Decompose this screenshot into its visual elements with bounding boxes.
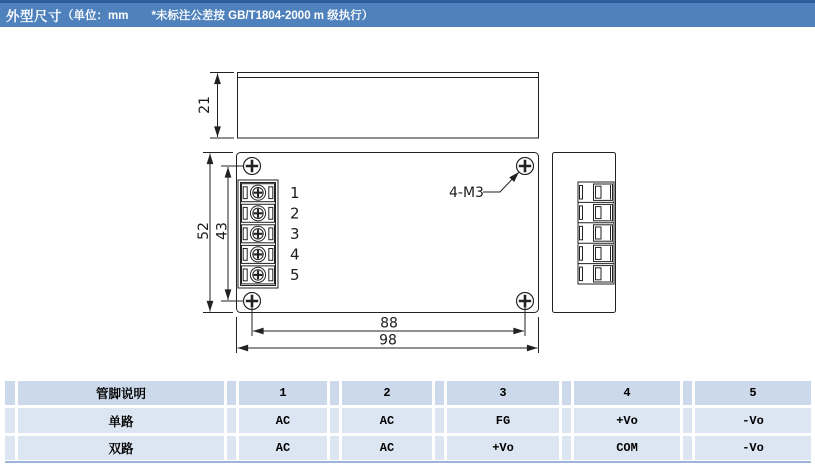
spacer-cell [227, 408, 236, 433]
spacer-cell [227, 381, 236, 405]
screw-top-left [244, 158, 261, 175]
spacer-cell [683, 436, 692, 460]
col-header-pin2: 2 [342, 381, 432, 405]
spacer-cell [330, 436, 339, 460]
dual-pin5: -Vo [695, 436, 811, 460]
spacer-cell [562, 408, 571, 433]
spacer-cell [562, 436, 571, 460]
row-label-dual: 双路 [18, 436, 224, 460]
spacer-cell [435, 408, 444, 433]
single-pin3: FG [447, 408, 559, 433]
dim-module-height: 21 [197, 96, 213, 114]
pin-label-3: 3 [290, 225, 300, 243]
dimension-21 [197, 73, 234, 139]
row-label-single: 单路 [18, 408, 224, 433]
terminal-block [238, 180, 278, 288]
spacer-cell [435, 436, 444, 460]
dual-pin3: +Vo [447, 436, 559, 460]
spacer-cell [330, 408, 339, 433]
pin-label-2: 2 [290, 204, 300, 223]
col-header-pin4: 4 [574, 381, 680, 405]
col-header-pin5: 5 [695, 381, 811, 405]
spacer-cell [5, 381, 15, 405]
screw-top-right [517, 158, 534, 175]
pin-label-5: 5 [290, 266, 300, 284]
spacer-cell [5, 436, 15, 460]
single-pin5: -Vo [695, 408, 811, 433]
table-bottom-rule [5, 461, 811, 463]
single-pin4: +Vo [574, 408, 680, 433]
spacer-cell [5, 408, 15, 433]
dual-pin1: AC [239, 436, 327, 460]
side-view [553, 153, 616, 313]
spacer-cell [330, 381, 339, 405]
spacer-cell [683, 381, 692, 405]
front-view [237, 153, 539, 313]
col-header-pin-desc: 管脚说明 [18, 381, 224, 405]
col-header-pin3: 3 [447, 381, 559, 405]
single-pin2: AC [342, 408, 432, 433]
spacer-cell [683, 408, 692, 433]
pin-description-table [5, 381, 811, 460]
section-title-note: （单位：mm *未标注公差按 GB/T1804-2000 m 级执行） [62, 10, 374, 22]
pin-label-4: 4 [290, 245, 300, 264]
pin-label-1: 1 [290, 184, 300, 202]
top-view [238, 73, 539, 139]
dual-pin4: COM [574, 436, 680, 460]
dim-body-height: 52 [196, 222, 212, 240]
dim-mount-horizontal: 88 [380, 315, 398, 332]
screw-callout-label: 4-M3 [449, 185, 484, 201]
section-title: 外型尺寸 [6, 9, 62, 24]
spacer-cell [562, 381, 571, 405]
dim-body-width: 98 [379, 332, 397, 349]
single-pin1: AC [239, 408, 327, 433]
dim-mount-vertical: 43 [214, 222, 231, 240]
col-header-pin1: 1 [239, 381, 327, 405]
dual-pin2: AC [342, 436, 432, 460]
spacer-cell [435, 381, 444, 405]
spacer-cell [227, 436, 236, 460]
